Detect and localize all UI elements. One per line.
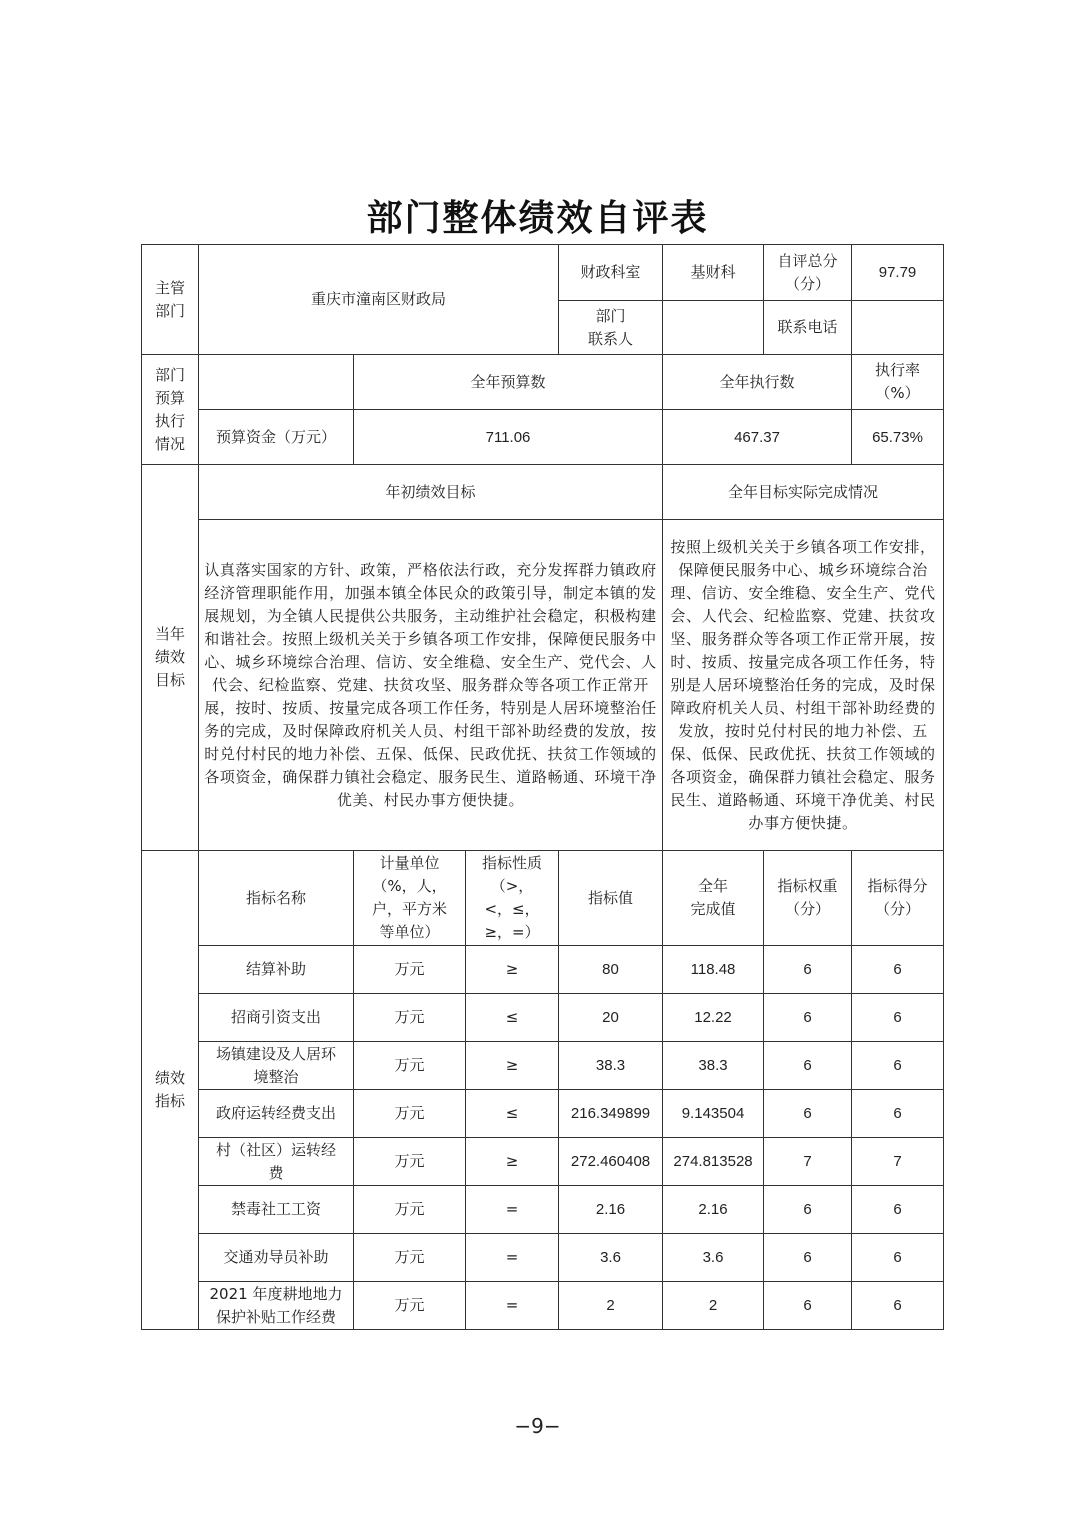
indicator-unit: 万元 [354, 946, 466, 994]
table-row [142, 1090, 944, 1138]
indicator-score: 6 [852, 1234, 944, 1282]
rate-value: 65.73% [852, 410, 944, 465]
budget-header-blank [199, 355, 354, 410]
budget-value: 711.06 [354, 410, 663, 465]
indicator-completed: 2.16 [663, 1186, 764, 1234]
indicator-weight: 6 [764, 1090, 852, 1138]
budget-row-label: 预算资金（万元） [199, 410, 354, 465]
indicators-section-label: 绩效 指标 [142, 851, 199, 1330]
indicator-target: 272.460408 [559, 1138, 663, 1186]
page-number: −9− [514, 1414, 561, 1438]
rate-col-header: 执行率 （%） [852, 355, 944, 410]
indicator-target: 2.16 [559, 1186, 663, 1234]
indicator-completed: 9.143504 [663, 1090, 764, 1138]
indicator-unit: 万元 [354, 1138, 466, 1186]
exec-col-header: 全年执行数 [663, 355, 852, 410]
indicator-target: 3.6 [559, 1234, 663, 1282]
total-score-value: 97.79 [852, 245, 944, 301]
indicator-completed: 12.22 [663, 994, 764, 1042]
phone-value [852, 301, 944, 355]
indicator-unit: 万元 [354, 1282, 466, 1330]
indicator-nature: ≤ [466, 1090, 559, 1138]
performance-evaluation-table [141, 244, 944, 1330]
indicator-completed: 118.48 [663, 946, 764, 994]
indicator-nature: ≥ [466, 946, 559, 994]
indicator-name: 交通劝导员补助 [199, 1234, 354, 1282]
indicator-name: 招商引资支出 [199, 994, 354, 1042]
actual-goal-header: 全年目标实际完成情况 [663, 465, 944, 520]
indicator-target: 80 [559, 946, 663, 994]
indicator-weight: 6 [764, 946, 852, 994]
indicator-name: 村（社区）运转经 费 [199, 1138, 354, 1186]
indicator-completed: 38.3 [663, 1042, 764, 1090]
table-row [142, 1138, 944, 1186]
indicator-weight: 6 [764, 994, 852, 1042]
contact-value [663, 301, 764, 355]
table-row [142, 994, 944, 1042]
indicator-score: 6 [852, 1186, 944, 1234]
indicator-score: 6 [852, 946, 944, 994]
budget-col-header: 全年预算数 [354, 355, 663, 410]
table-row [142, 1042, 944, 1090]
indicator-completed: 274.813528 [663, 1138, 764, 1186]
indicator-unit: 万元 [354, 1234, 466, 1282]
indicator-score-header: 指标得分 （分） [852, 851, 944, 946]
indicator-nature: ≤ [466, 994, 559, 1042]
exec-value: 467.37 [663, 410, 852, 465]
indicator-completed-header: 全年 完成值 [663, 851, 764, 946]
total-score-label: 自评总分 （分） [764, 245, 852, 301]
indicator-nature: ≥ [466, 1042, 559, 1090]
office-value: 基财科 [663, 245, 764, 301]
indicator-target: 38.3 [559, 1042, 663, 1090]
indicator-completed: 2 [663, 1282, 764, 1330]
indicator-nature: = [466, 1186, 559, 1234]
indicator-nature: = [466, 1282, 559, 1330]
indicator-weight-header: 指标权重 （分） [764, 851, 852, 946]
indicator-unit-header: 计量单位 （%，人， 户，平方米 等单位） [354, 851, 466, 946]
indicator-unit: 万元 [354, 994, 466, 1042]
indicator-score: 6 [852, 994, 944, 1042]
office-label: 财政科室 [559, 245, 663, 301]
initial-goal-header: 年初绩效目标 [199, 465, 663, 520]
table-row [142, 1234, 944, 1282]
indicator-weight: 6 [764, 1234, 852, 1282]
indicator-score: 6 [852, 1090, 944, 1138]
contact-label: 部门 联系人 [559, 301, 663, 355]
page-title: 部门整体绩效自评表 [366, 197, 709, 239]
indicator-name: 政府运转经费支出 [199, 1090, 354, 1138]
phone-label: 联系电话 [764, 301, 852, 355]
indicator-weight: 6 [764, 1282, 852, 1330]
budget-section-label: 部门 预算 执行 情况 [142, 355, 199, 465]
indicator-completed: 3.6 [663, 1234, 764, 1282]
table-row [142, 1282, 944, 1330]
indicator-target: 216.349899 [559, 1090, 663, 1138]
indicator-weight: 6 [764, 1042, 852, 1090]
indicator-unit: 万元 [354, 1042, 466, 1090]
indicator-name: 禁毒社工工资 [199, 1186, 354, 1234]
indicator-name: 2021 年度耕地地力 保护补贴工作经费 [199, 1282, 354, 1330]
indicator-unit: 万元 [354, 1090, 466, 1138]
indicator-unit: 万元 [354, 1186, 466, 1234]
indicator-name: 结算补助 [199, 946, 354, 994]
indicator-target-header: 指标值 [559, 851, 663, 946]
indicator-nature: ≥ [466, 1138, 559, 1186]
indicator-target: 2 [559, 1282, 663, 1330]
table-row [142, 946, 944, 994]
indicator-score: 6 [852, 1282, 944, 1330]
indicator-target: 20 [559, 994, 663, 1042]
dept-name: 重庆市潼南区财政局 [199, 245, 559, 355]
table-row [142, 1186, 944, 1234]
goals-section-label: 当年 绩效 目标 [142, 465, 199, 851]
indicator-name-header: 指标名称 [199, 851, 354, 946]
indicator-weight: 7 [764, 1138, 852, 1186]
indicator-weight: 6 [764, 1186, 852, 1234]
indicator-score: 7 [852, 1138, 944, 1186]
indicator-nature-header: 指标性质 （>， <，≤， ≥，=） [466, 851, 559, 946]
indicator-nature: = [466, 1234, 559, 1282]
indicator-name: 场镇建设及人居环 境整治 [199, 1042, 354, 1090]
indicator-score: 6 [852, 1042, 944, 1090]
initial-goal-text: 认真落实国家的方针、政策，严格依法行政，充分发挥群力镇政府经济管理职能作用，加强本镇全体民众的政策引导，制定本镇的发展规划，为全镇人民提供公共服务，主动维护社会稳定，积极构建和谐社会。按照上级机关关于乡镇各项工作安排，保障便民服务中心、城乡环境综合治理、信访、安全维稳、安全生产、党代会、人代会、纪检监察、党建、扶贫攻坚、服务群众等各项工作正常开展，按时、按质、按量完成各项工作任务，特别是人居环境整治任务的完成，及时保障政府机关人员、村组干部补助经费的发放，按时兑付村民的地力补偿、五保、低保、民政优抚、扶贫工作领域的各项资金，确保群力镇社会稳定、服务民生、道路畅通、环境干净优美、村民办事方便快捷。 [199, 520, 663, 851]
actual-goal-text: 按照上级机关关于乡镇各项工作安排，保障便民服务中心、城乡环境综合治理、信访、安全维稳、安全生产、党代会、人代会、纪检监察、党建、扶贫攻坚、服务群众等各项工作正常开展，按时、按质、按量完成各项工作任务，特别是人居环境整治任务的完成，及时保障政府机关人员、村组干部补助经费的发放，按时兑付村民的地力补偿、五保、低保、民政优抚、扶贫工作领域的各项资金，确保群力镇社会稳定、服务民生、道路畅通、环境干净优美、村民办事方便快捷。 [663, 520, 944, 851]
dept-label: 主管 部门 [142, 245, 199, 355]
